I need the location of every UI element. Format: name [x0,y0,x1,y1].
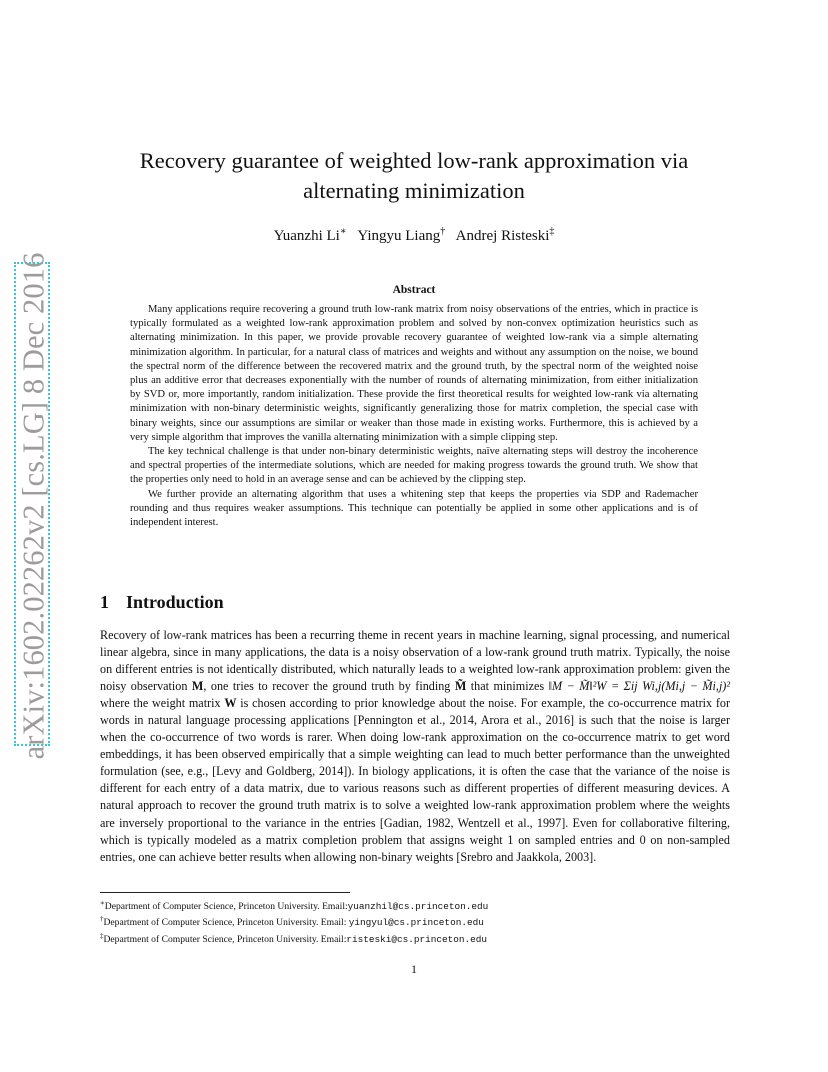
intro-text: where the weight matrix [100,696,225,711]
footnote-mark: ‡ [100,931,104,940]
footnote-mark: † [100,915,104,924]
abstract-paragraph: The key technical challenge is that under non-binary deterministic weights, naïve alternating steps will destroy the incoherence and spectral properties of the intermediate solutions, which are needed for making progress towards the ground truth. We show that the properties only need to hold in an average sense and can be achieved by the clipping step. [130,446,698,486]
abstract-heading: Abstract [392,284,436,296]
abstract-body [130,303,698,530]
intro-text: is chosen according to prior knowledge about the noise. For example, the co-occurrence matrix for words in natural language processing applications [Pennington et al., 2014, Arora et al., 2016] is such that the noise is larger when the co-occurrence of two words is rarer. When doing low-rank approximation on the co-occurrence matrix to get word embeddings, it has been observed empirically that a simple weighting can lead to much better performance than the unweighted formulation (see, e.g., [Levy and Goldberg, 2014]). In biology applications, it is often the case that the variance of the noise is different for each entry of a data matrix, due to various reasons such as different properties of different measuring devices. A natural approach to recover the ground truth matrix is to solve a weighted low-rank approximation problem where the weights are inversely proportional to the variance in the entries [Gadian, 1982, Wentzell et al., 1997]. Even for collaborative filtering, which is typically modeled as a matrix completion problem that assigns weight 1 on sampled entries and 0 on non-sampled entries, one can achieve better results when allowing non-binary weights [Srebro and Jaakkola, 2003]. [100,696,730,864]
intro-text: that minimizes [466,679,549,694]
footnote-email-link[interactable]: yingyul@cs.princeton.edu [348,917,484,929]
footnote [100,930,728,946]
section-number: 1 [100,592,109,612]
symbol-m-tilde: M̃ [454,679,467,694]
footnote-mark: ∗ [100,899,105,907]
intro-text: Recovery of low-rank matrices has been a recurring theme in recent years in machine learning, signal processing, and numerical linear algebra, since in many applications, the data is a noisy observation of a low-rank ground truth matrix. Typically, the noise on different entries is not identically distributed, which naturally leads to a weighted low-rank approximation problem: given the noisy observation [100,628,730,694]
page-number: 1 [411,962,417,976]
author-mark[interactable]: ∗ [339,226,347,237]
author-name: Yuanzhi Li [273,228,340,244]
author-name: Andrej Risteski [455,228,550,244]
footnote [100,897,728,913]
intro-text: , one tries to recover the ground truth by finding [203,679,455,694]
title-line-2: alternating minimization [303,178,525,203]
paper-title [100,146,728,206]
arxiv-stamp-text[interactable]: arXiv:1602.02262v2 [cs.LG] 8 Dec 2016 [16,252,51,760]
footnote-text: Department of Computer Science, Princeton University. Email: [103,933,347,945]
footnotes [100,897,728,946]
footnote [100,913,728,929]
footnote-email-link[interactable]: yuanzhil@cs.princeton.edu [347,901,489,913]
author-mark[interactable]: † [440,226,446,237]
author-name: Yingyu Liang [357,228,441,244]
footnote-rule [100,892,350,893]
author-mark[interactable]: ‡ [549,226,555,237]
weighted-norm-formula: ‖M − M̃‖²W = Σij Wi,j(Mi,j − M̃i,j)² [548,679,730,694]
author-list [100,222,728,246]
section-title: Introduction [126,592,224,612]
footnote-email-link[interactable]: risteski@cs.princeton.edu [346,933,488,945]
intro-body [100,627,730,866]
arxiv-stamp [14,252,54,760]
footnote-text: Department of Computer Science, Princeton University. Email: [103,917,349,929]
abstract-paragraph: We further provide an alternating algorithm that uses a whitening step that keeps the properties via SDP and Rademacher rounding and thus requires weaker assumptions. This technique can potentially be applied in some other applications and is of independent interest. [130,488,698,529]
title-line-1: Recovery guarantee of weighted low-rank approximation via [139,148,689,173]
abstract-paragraph: Many applications require recovering a ground truth low-rank matrix from noisy observations of the entries, which in practice is typically formulated as a weighted low-rank approximation problem and solved by non-convex optimization heuristics such as alternating minimization. In this paper, we provide provable recovery guarantee of weighted low-rank via a simple alternating minimization algorithm. In particular, for a natural class of matrices and weights and without any assumption on the noise, we bound the spectral norm of the difference between the recovered matrix and the ground truth, by the spectral norm of the weighted noise plus an additive error that decreases exponentially with the number of rounds of alternating minimization, from either initialization by SVD or, more importantly, random initialization. These provide the first theoretical results for weighted low-rank via alternating minimization with non-binary deterministic weights, significantly generalizing those for matrix completion, the special case with binary weights, since our assumptions are similar or weaker than those made in existing works. Furthermore, this is achieved by a very simple algorithm that improves the vanilla alternating minimization with a simple clipping step. [130,304,698,443]
symbol-w: W [224,696,237,711]
intro-paragraph [100,627,730,866]
footnote-text: Department of Computer Science, Princeton University. Email: [104,901,348,913]
section-heading [100,592,728,613]
symbol-m: M [191,679,204,694]
